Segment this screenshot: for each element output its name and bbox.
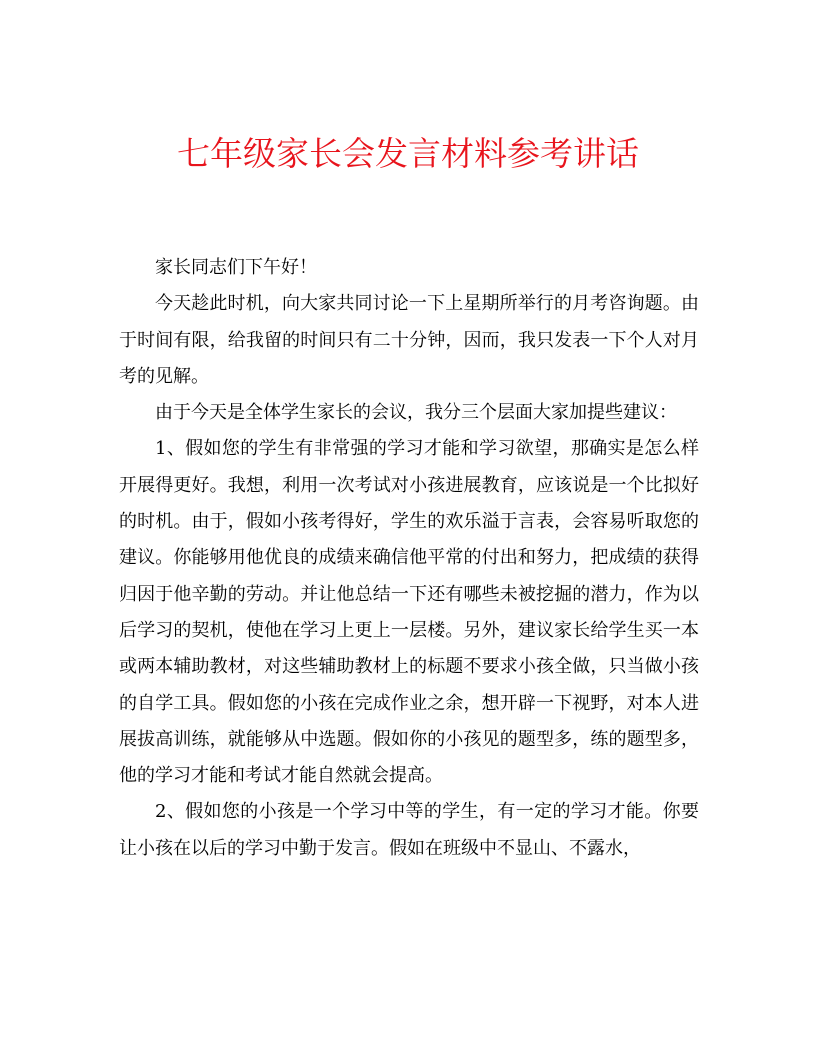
paragraph-outline: 由于今天是全体学生家长的会议，我分三个层面大家加提些建议： <box>155 402 677 424</box>
document-body <box>119 250 699 867</box>
paragraph-intro: 今天趁此时机，向大家共同讨论一下上星期所举行的月考咨询题。由于时间有限，给我留的时间只有二十分钟，因而，我只发表一下个人对月考的见解。 <box>119 293 699 387</box>
paragraph-point-1: 1、假如您的学生有非常强的学习才能和学习欲望，那确实是怎么样开展得更好。我想，利用一次考试对小孩进展教育，应该说是一个比拟好的时机。由于，假如小孩考得好，学生的欢乐溢于言表，会容易听取您的建议。你能够用他优良的成绩来确信他平常的付出和努力，把成绩的获得归因于他辛勤的劳动。并让他总结一下还有哪些未被挖掘的潜力，作为以后学习的契机，使他在学习上更上一层楼。另外，建议家长给学生买一本或两本辅助教材，对这些辅助教材上的标题不要求小孩全做，只当做小孩的自学工具。假如您的小孩在完成作业之余，想开辟一下视野，对本人进展拔高训练，就能够从中选题。假如你的小孩见的题型多，练的题型多，他的学习才能和考试才能自然就会提高。 <box>119 438 699 787</box>
paragraph-greeting: 家长同志们下午好！ <box>155 257 317 278</box>
paragraph-point-2: 2、假如您的小孩是一个学习中等的学生，有一定的学习才能。你要让小孩在以后的学习中勤于发言。假如在班级中不显山、不露水， <box>119 801 699 859</box>
document-title: 七年级家长会发言材料参考讲话 <box>177 134 639 174</box>
